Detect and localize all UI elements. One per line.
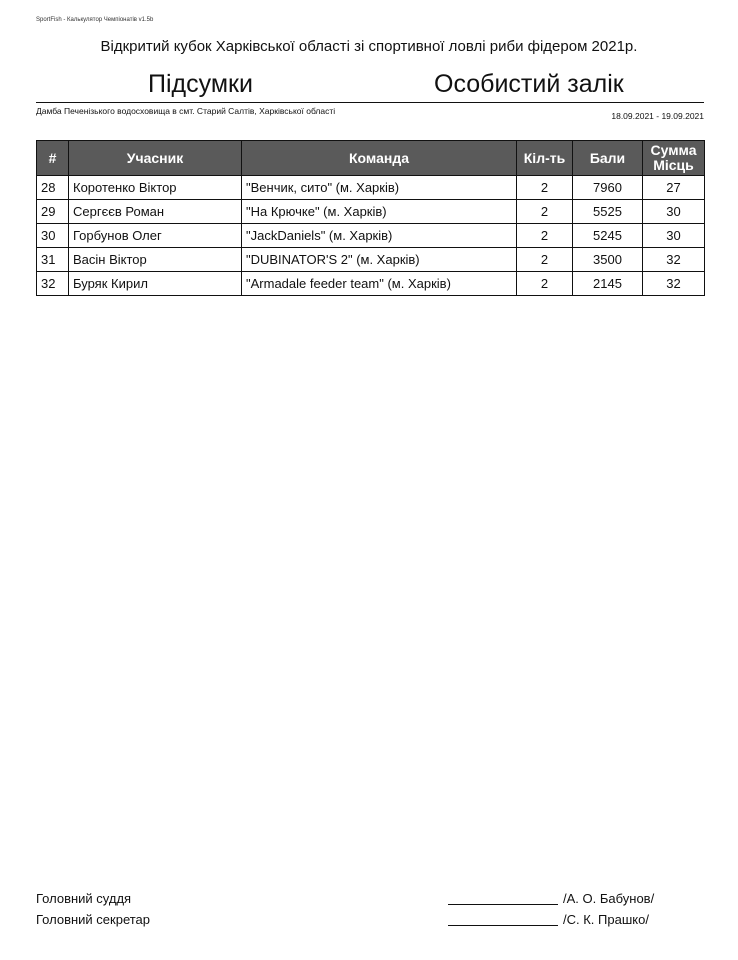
table-header-row bbox=[37, 141, 705, 176]
header-num: # bbox=[37, 141, 69, 176]
document-title: Відкритий кубок Харківської області зі спортивної ловлі риби фідером 2021р. bbox=[100, 38, 638, 55]
header-sum-places: Сумма Місць bbox=[643, 141, 705, 176]
chief-secretary-label: Головний секретар bbox=[36, 912, 151, 927]
chief-judge-signature-line bbox=[448, 904, 558, 905]
results-table bbox=[36, 140, 705, 296]
cell-sum: 30 bbox=[643, 200, 705, 224]
cell-sum: 30 bbox=[643, 224, 705, 248]
table-row bbox=[37, 200, 705, 224]
table-row bbox=[37, 272, 705, 296]
cell-team: "На Крючке" (м. Харків) bbox=[242, 200, 517, 224]
cell-num: 28 bbox=[37, 176, 69, 200]
table-row bbox=[37, 224, 705, 248]
cell-count: 2 bbox=[517, 248, 573, 272]
header-count: Кіл-ть bbox=[517, 141, 573, 176]
header-divider bbox=[36, 102, 704, 103]
cell-points: 3500 bbox=[573, 248, 643, 272]
chief-judge-name: /А. О. Бабунов/ bbox=[563, 891, 655, 906]
cell-count: 2 bbox=[517, 176, 573, 200]
cell-count: 2 bbox=[517, 224, 573, 248]
venue-text: Дамба Печенізького водосховища в смт. Старий Салтів, Харківської області bbox=[36, 106, 336, 116]
cell-participant: Коротенко Віктор bbox=[69, 176, 242, 200]
cell-team: "DUBINATOR'S 2" (м. Харків) bbox=[242, 248, 517, 272]
cell-participant: Буряк Кирил bbox=[69, 272, 242, 296]
cell-sum: 27 bbox=[643, 176, 705, 200]
chief-secretary-signature-line bbox=[448, 925, 558, 926]
header-points: Бали bbox=[573, 141, 643, 176]
cell-points: 5525 bbox=[573, 200, 643, 224]
cell-points: 5245 bbox=[573, 224, 643, 248]
cell-num: 30 bbox=[37, 224, 69, 248]
cell-num: 31 bbox=[37, 248, 69, 272]
cell-count: 2 bbox=[517, 200, 573, 224]
chief-secretary-name: /С. К. Прашко/ bbox=[563, 912, 649, 927]
cell-team: "JackDaniels" (м. Харків) bbox=[242, 224, 517, 248]
cell-team: "Armadale feeder team" (м. Харків) bbox=[242, 272, 517, 296]
cell-num: 29 bbox=[37, 200, 69, 224]
cell-participant: Васін Віктор bbox=[69, 248, 242, 272]
table-row bbox=[37, 176, 705, 200]
cell-sum: 32 bbox=[643, 248, 705, 272]
cell-points: 2145 bbox=[573, 272, 643, 296]
cell-count: 2 bbox=[517, 272, 573, 296]
section-title-summary: Підсумки bbox=[148, 70, 253, 98]
header-team: Команда bbox=[242, 141, 517, 176]
software-caption: SportFish - Калькулятор Чемпіонатів v1.5b bbox=[36, 17, 154, 23]
cell-participant: Сергєєв Роман bbox=[69, 200, 242, 224]
cell-num: 32 bbox=[37, 272, 69, 296]
chief-judge-label: Головний суддя bbox=[36, 891, 132, 906]
cell-points: 7960 bbox=[573, 176, 643, 200]
cell-participant: Горбунов Олег bbox=[69, 224, 242, 248]
cell-team: "Венчик, сито" (м. Харків) bbox=[242, 176, 517, 200]
cell-sum: 32 bbox=[643, 272, 705, 296]
table-row bbox=[37, 248, 705, 272]
section-title-individual: Особистий залік bbox=[434, 70, 624, 98]
dates-text: 18.09.2021 - 19.09.2021 bbox=[611, 111, 704, 121]
header-participant: Учасник bbox=[69, 141, 242, 176]
